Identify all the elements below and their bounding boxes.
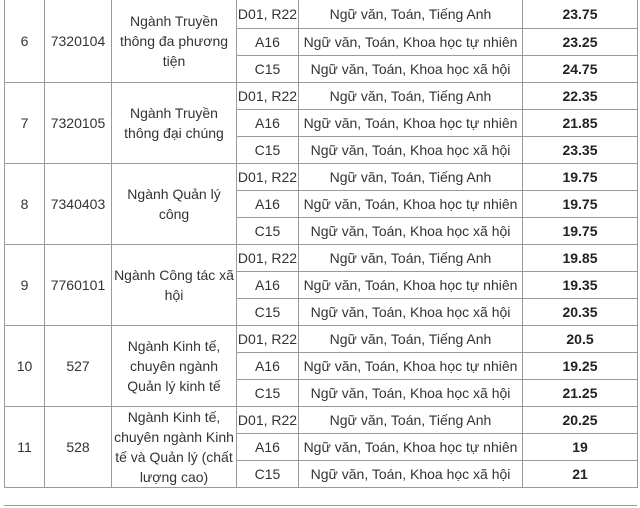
cutoff-score: 20.35 <box>523 299 638 326</box>
cutoff-score: 23.25 <box>523 29 638 56</box>
cutoff-score: 19.75 <box>523 218 638 245</box>
subject-combination: Ngữ văn, Toán, Khoa học xã hội <box>299 461 523 488</box>
table-row <box>5 0 638 29</box>
table-row <box>5 326 638 353</box>
subject-combination: Ngữ văn, Toán, Khoa học tự nhiên <box>299 434 523 461</box>
subject-block: A16 <box>237 110 299 137</box>
cutoff-score: 23.35 <box>523 137 638 164</box>
major-code: 7340403 <box>45 164 112 245</box>
subject-combination: Ngữ văn, Toán, Khoa học xã hội <box>299 380 523 407</box>
major-name: Ngành Công tác xã hội <box>112 245 237 326</box>
table-row <box>5 164 638 191</box>
subject-block: D01, R22 <box>237 245 299 272</box>
admission-scores-table <box>4 0 638 488</box>
subject-combination: Ngữ văn, Toán, Khoa học tự nhiên <box>299 110 523 137</box>
cutoff-score: 21 <box>523 461 638 488</box>
table-row <box>5 83 638 110</box>
subject-combination: Ngữ văn, Toán, Khoa học xã hội <box>299 299 523 326</box>
subject-combination: Ngữ văn, Toán, Khoa học tự nhiên <box>299 353 523 380</box>
subject-combination: Ngữ văn, Toán, Khoa học tự nhiên <box>299 29 523 56</box>
subject-block: A16 <box>237 29 299 56</box>
subject-combination: Ngữ văn, Toán, Khoa học xã hội <box>299 56 523 83</box>
major-name: Ngành Quản lý công <box>112 164 237 245</box>
cutoff-score: 19 <box>523 434 638 461</box>
subject-combination: Ngữ văn, Toán, Tiếng Anh <box>299 0 523 29</box>
major-name: Ngành Kinh tế, chuyên ngành Quản lý kinh tế <box>112 326 237 407</box>
subject-combination: Ngữ văn, Toán, Khoa học xã hội <box>299 218 523 245</box>
subject-block: D01, R22 <box>237 164 299 191</box>
cutoff-score: 24.75 <box>523 56 638 83</box>
cutoff-score: 21.85 <box>523 110 638 137</box>
cutoff-score: 19.75 <box>523 191 638 218</box>
subject-combination: Ngữ văn, Toán, Khoa học tự nhiên <box>299 272 523 299</box>
major-code: 528 <box>45 407 112 488</box>
row-number: 9 <box>5 245 45 326</box>
major-code: 7760101 <box>45 245 112 326</box>
major-name: Ngành Truyền thông đại chúng <box>112 83 237 164</box>
subject-block: D01, R22 <box>237 407 299 434</box>
cutoff-score: 20.25 <box>523 407 638 434</box>
subject-block: D01, R22 <box>237 83 299 110</box>
subject-combination: Ngữ văn, Toán, Khoa học tự nhiên <box>299 191 523 218</box>
subject-block: C15 <box>237 137 299 164</box>
subject-block: A16 <box>237 272 299 299</box>
cutoff-score: 20.5 <box>523 326 638 353</box>
subject-combination: Ngữ văn, Toán, Tiếng Anh <box>299 407 523 434</box>
cutoff-score: 19.25 <box>523 353 638 380</box>
cutoff-score: 19.75 <box>523 164 638 191</box>
cutoff-score: 21.25 <box>523 380 638 407</box>
subject-block: C15 <box>237 380 299 407</box>
subject-combination: Ngữ văn, Toán, Tiếng Anh <box>299 83 523 110</box>
subject-block: A16 <box>237 434 299 461</box>
major-code: 7320105 <box>45 83 112 164</box>
major-code: 7320104 <box>45 0 112 83</box>
major-name: Ngành Truyền thông đa phương tiện <box>112 0 237 83</box>
row-number: 11 <box>5 407 45 488</box>
major-name: Ngành Kinh tế, chuyên ngành Kinh tế và Quản lý (chất lượng cao) <box>112 407 237 488</box>
subject-block: C15 <box>237 299 299 326</box>
row-number: 6 <box>5 0 45 83</box>
subject-block: C15 <box>237 461 299 488</box>
subject-block: C15 <box>237 56 299 83</box>
subject-block: A16 <box>237 191 299 218</box>
subject-block: A16 <box>237 353 299 380</box>
subject-combination: Ngữ văn, Toán, Khoa học xã hội <box>299 137 523 164</box>
cutoff-score: 22.35 <box>523 83 638 110</box>
cutoff-score: 23.75 <box>523 0 638 29</box>
cutoff-score: 19.85 <box>523 245 638 272</box>
row-number: 8 <box>5 164 45 245</box>
major-code: 527 <box>45 326 112 407</box>
table-row <box>5 245 638 272</box>
cutoff-score: 19.35 <box>523 272 638 299</box>
subject-block: D01, R22 <box>237 0 299 29</box>
row-number: 10 <box>5 326 45 407</box>
row-number: 7 <box>5 83 45 164</box>
subject-block: C15 <box>237 218 299 245</box>
subject-combination: Ngữ văn, Toán, Tiếng Anh <box>299 164 523 191</box>
subject-combination: Ngữ văn, Toán, Tiếng Anh <box>299 245 523 272</box>
subject-block: D01, R22 <box>237 326 299 353</box>
table-body <box>5 0 638 488</box>
table-row <box>5 407 638 434</box>
subject-combination: Ngữ văn, Toán, Tiếng Anh <box>299 326 523 353</box>
